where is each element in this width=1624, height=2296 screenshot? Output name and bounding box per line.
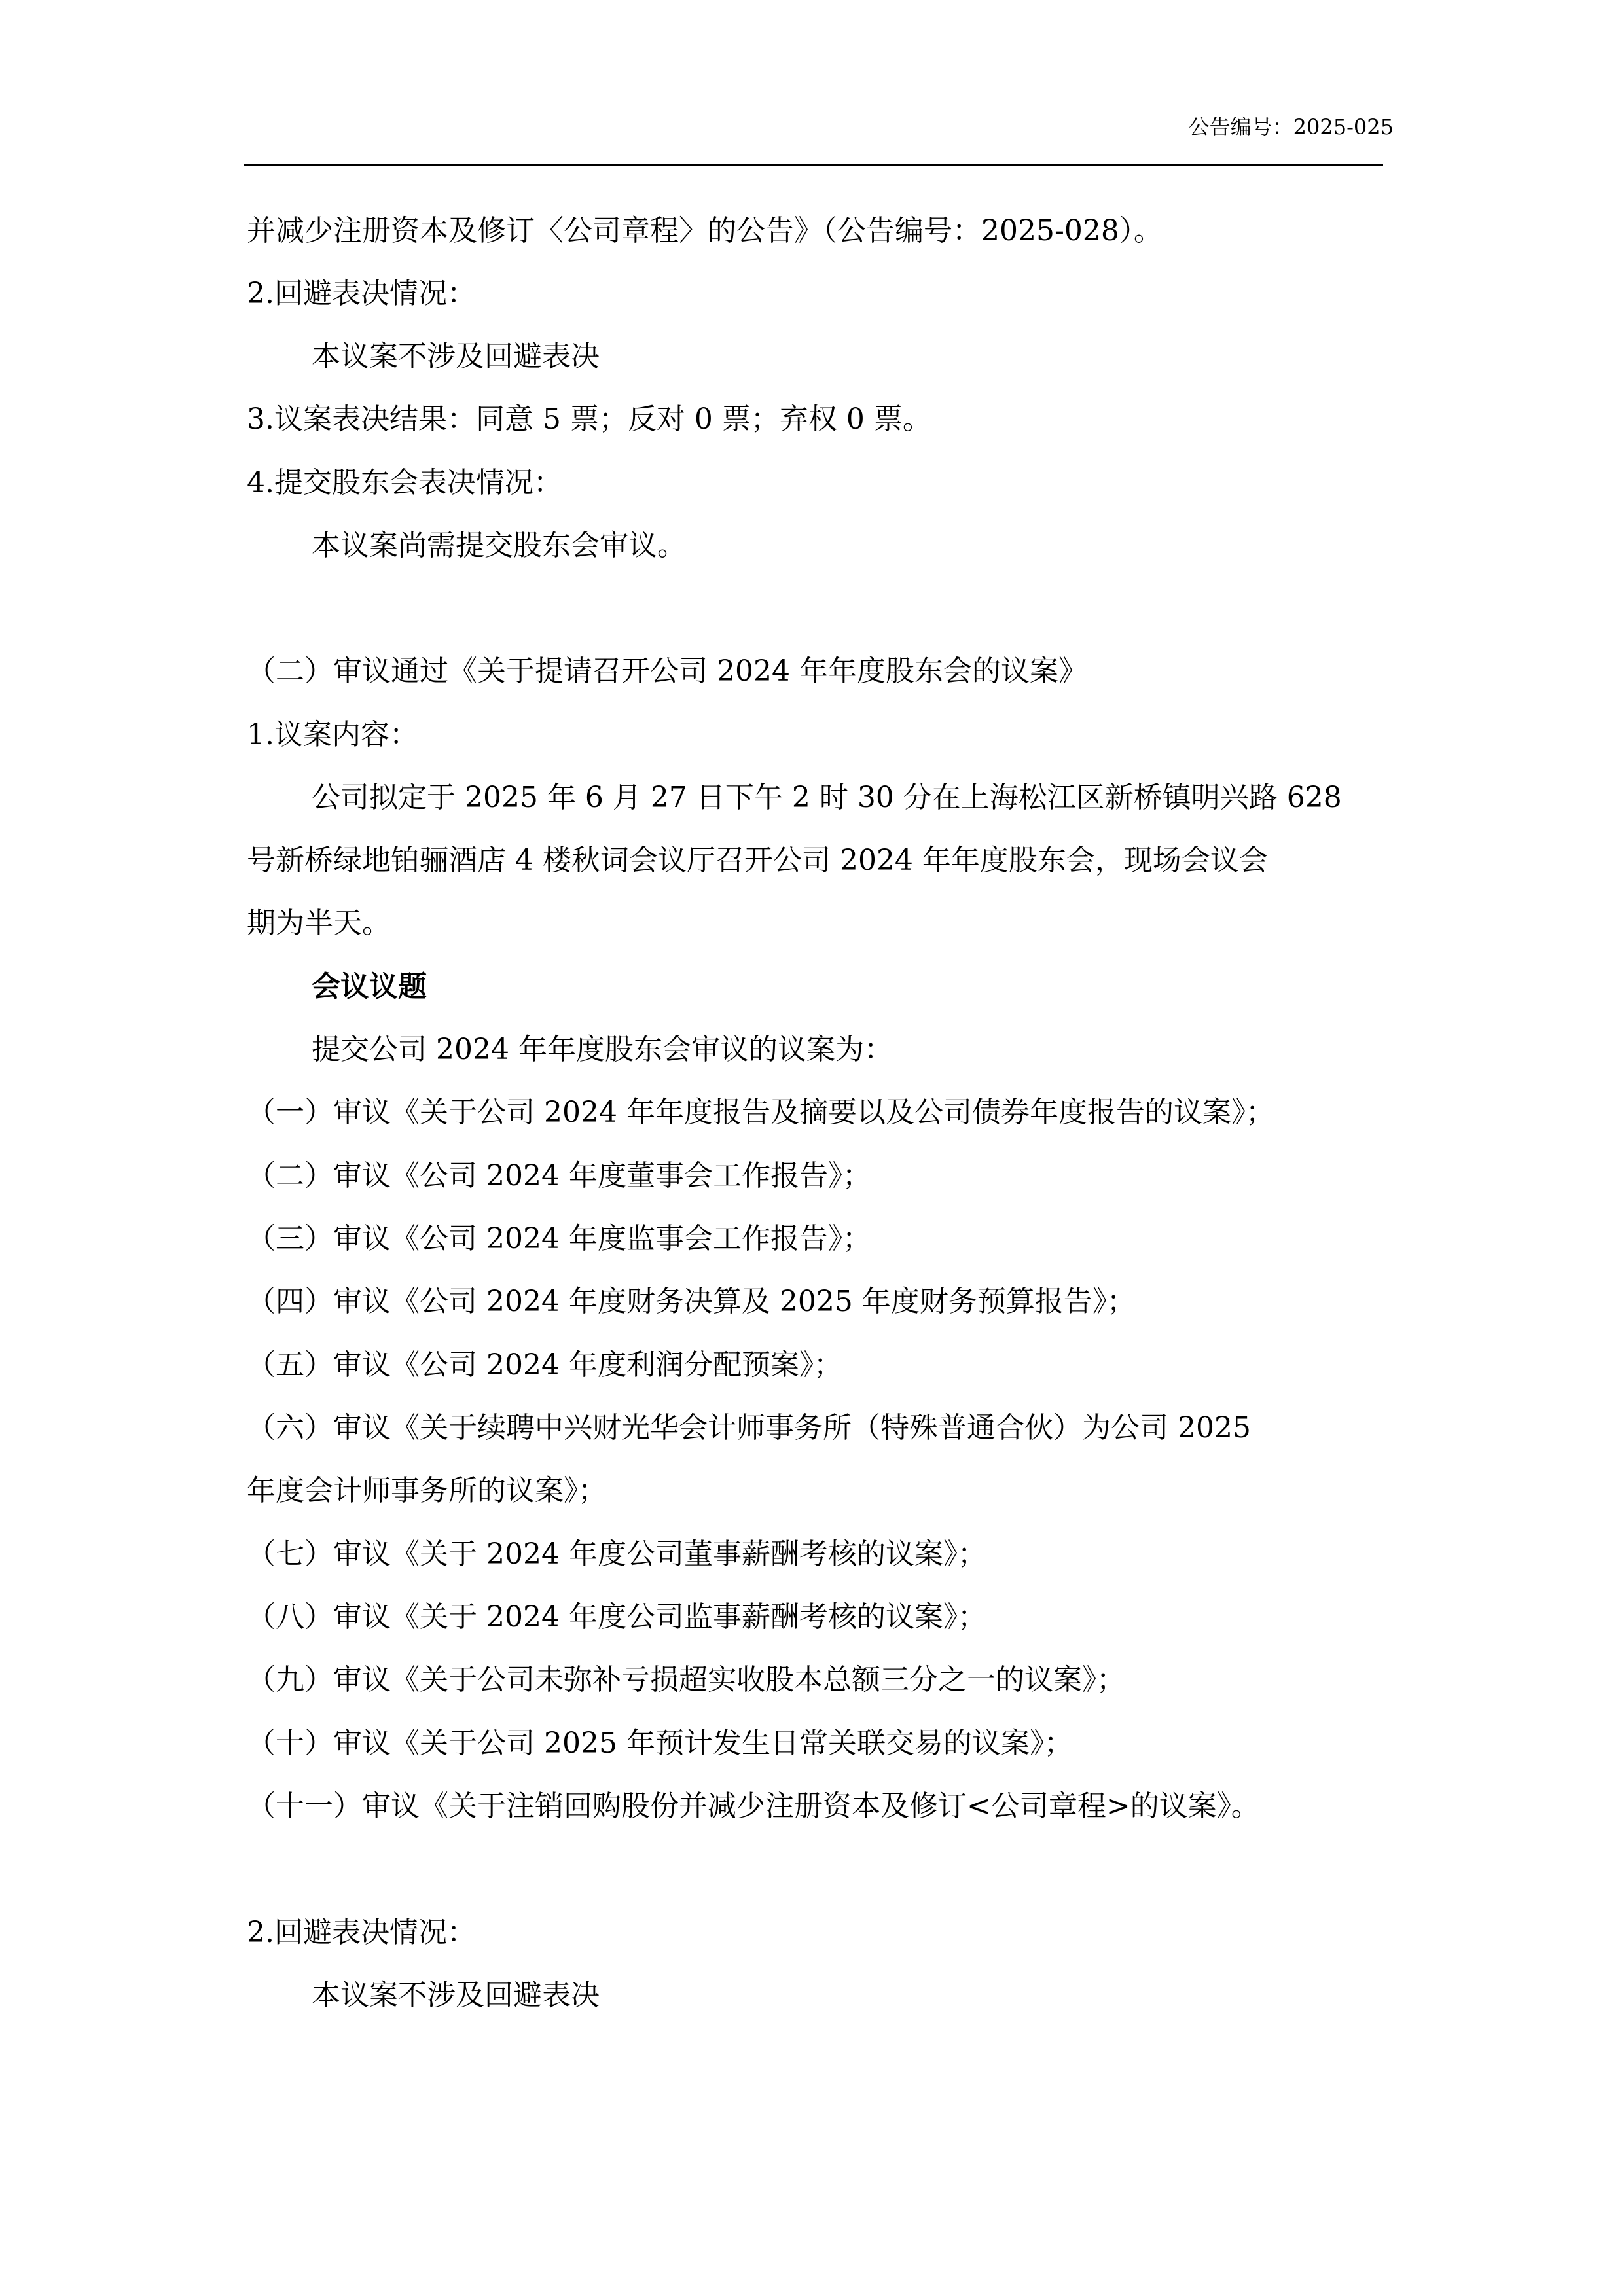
header-divider bbox=[244, 164, 1383, 166]
agenda-heading: 会议议题 bbox=[312, 970, 427, 1003]
agenda-item: （十一）审议《关于注销回购股份并减少注册资本及修订<公司章程>的议案》。 bbox=[247, 1789, 1260, 1823]
section-heading: 4.提交股东会表决情况： bbox=[247, 466, 562, 499]
announcement-number: 公告编号：2025-025 bbox=[1188, 115, 1394, 139]
paragraph-line: 本议案不涉及回避表决 bbox=[312, 340, 600, 373]
paragraph-line: 公司拟定于 2025 年 6 月 27 日下午 2 时 30 分在上海松江区新桥镇明兴路 628 bbox=[312, 781, 1342, 814]
agenda-item: （四）审议《公司 2024 年度财务决算及 2025 年度财务预算报告》； bbox=[247, 1285, 1136, 1318]
agenda-item: （十）审议《关于公司 2025 年预计发生日常关联交易的议案》； bbox=[247, 1727, 1073, 1760]
agenda-item: （一）审议《关于公司 2024 年年度报告及摘要以及公司债券年度报告的议案》； bbox=[247, 1096, 1274, 1129]
agenda-item: （二）审议《公司 2024 年度董事会工作报告》； bbox=[247, 1159, 871, 1193]
paragraph-line: 号新桥绿地铂骊酒店 4 楼秋词会议厅召开公司 2024 年年度股东会，现场会议会 bbox=[247, 844, 1268, 877]
section-heading: 2.回避表决情况： bbox=[247, 277, 476, 310]
section-heading: 2.回避表决情况： bbox=[247, 1916, 476, 1949]
agenda-item: （六）审议《关于续聘中兴财光华会计师事务所（特殊普通合伙）为公司 2025 bbox=[247, 1411, 1251, 1444]
section-heading: 1.议案内容： bbox=[247, 718, 418, 751]
paragraph-line: 期为半天。 bbox=[247, 906, 391, 940]
paragraph-line: 提交公司 2024 年年度股东会审议的议案为： bbox=[312, 1033, 893, 1066]
paragraph-line: 本议案不涉及回避表决 bbox=[312, 1979, 600, 2012]
agenda-item: （九）审议《关于公司未弥补亏损超实收股本总额三分之一的议案》； bbox=[247, 1663, 1125, 1696]
paragraph-line: 本议案尚需提交股东会审议。 bbox=[312, 529, 686, 562]
agenda-item: （三）审议《公司 2024 年度监事会工作报告》； bbox=[247, 1222, 871, 1255]
agenda-item: （五）审议《公司 2024 年度利润分配预案》； bbox=[247, 1348, 842, 1382]
paragraph-line: 并减少注册资本及修订〈公司章程〉的公告》（公告编号：2025-028）。 bbox=[247, 214, 1163, 247]
agenda-item: 年度会计师事务所的议案》； bbox=[247, 1474, 607, 1507]
agenda-item: （八）审议《关于 2024 年度公司监事薪酬考核的议案》； bbox=[247, 1600, 986, 1634]
agenda-item: （七）审议《关于 2024 年度公司董事薪酬考核的议案》； bbox=[247, 1537, 986, 1571]
motion-title: （二）审议通过《关于提请召开公司 2024 年年度股东会的议案》 bbox=[247, 655, 1087, 688]
section-heading: 3.议案表决结果：同意 5 票；反对 0 票；弃权 0 票。 bbox=[247, 403, 931, 436]
